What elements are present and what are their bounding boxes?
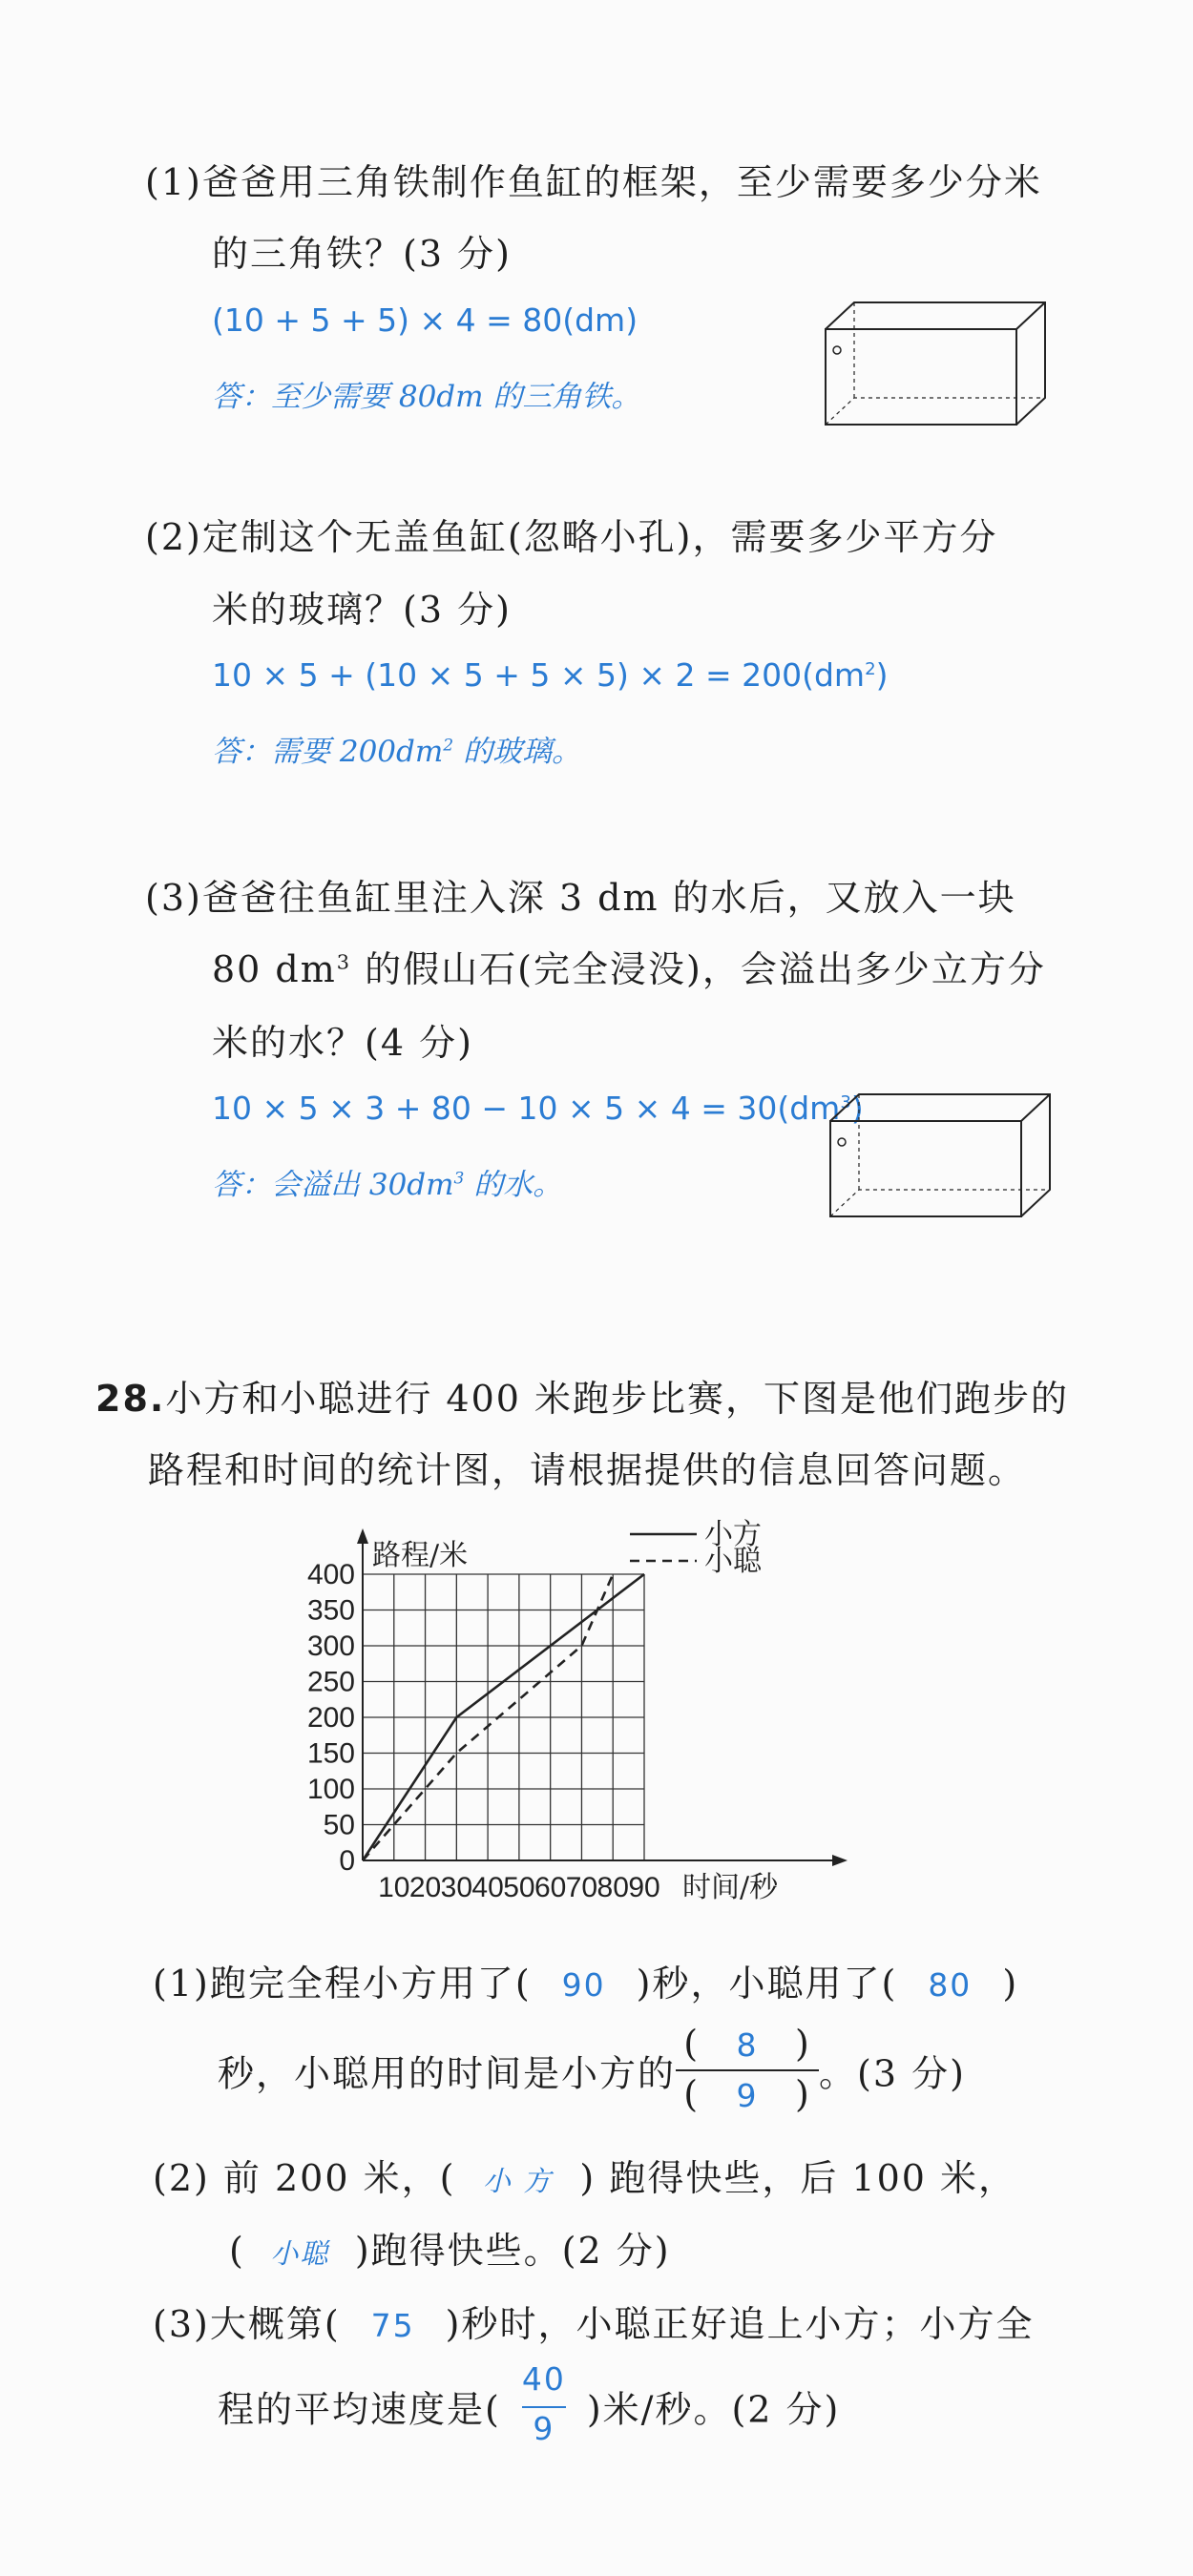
x-tick-label: 50	[503, 1872, 535, 1903]
x-tick-label: 20	[408, 1872, 442, 1903]
q27-p3-line1: (3)爸爸往鱼缸里注入深 3 dm 的水后，又放入一块	[145, 877, 1016, 919]
x-axis-arrow	[832, 1855, 848, 1866]
q27-p3-line2: 80 $dm^3$ 的假山石(完全浸没)，会溢出多少立方分	[212, 948, 1046, 990]
q28-p2-blank2: 小聪	[270, 2237, 330, 2270]
q28-p1-fraction: $\frac{( 8 )}{( 9 )}$	[676, 2023, 819, 2118]
x-axis-label: 时间/秒	[682, 1871, 779, 1904]
q28-p3-blank1: 75	[370, 2307, 415, 2344]
q28-p3-frac-den: 9	[533, 2410, 555, 2447]
y-tick-label: 250	[306, 1666, 355, 1698]
x-tick-label: 70	[565, 1872, 598, 1903]
q27-p2-line2: 米的玻璃？(3 分)	[212, 589, 512, 631]
q27-p3-answer: 答：会溢出 $30dm^3$ 的水。	[212, 1168, 563, 1202]
q28-p1-line1: (1)跑完全程小方用了( 90 )秒，小聪用了( 80 )	[153, 1963, 1019, 2005]
legend-label: 小方	[704, 1518, 762, 1551]
q28-p3-line1: (3)大概第( 75 )秒时，小聪正好追上小方；小方全	[153, 2303, 1035, 2345]
x-tick-label: 60	[534, 1872, 567, 1903]
x-tick-label: 80	[596, 1872, 629, 1903]
fraction-bar	[676, 2069, 819, 2071]
y-tick-label: 0	[339, 1845, 355, 1877]
q28-p3-frac-num: 40	[521, 2360, 566, 2398]
q27-p1-work: (10 + 5 + 5) × 4 = 80(dm)	[212, 301, 638, 339]
x-tick-label: 90	[628, 1872, 660, 1903]
y-tick-label: 50	[323, 1809, 355, 1841]
q28-p1-frac-num: 8	[736, 2026, 759, 2064]
q28-p1-frac-den: 9	[736, 2077, 759, 2114]
q28-p3-line2: 程的平均速度是( $\frac{40}{9}$ )米/秒。(2 分)	[218, 2358, 840, 2454]
q28-p3-fraction	[501, 2358, 587, 2454]
q28-p2-line1: (2) 前 200 米，( 小 方 ) 跑得快些，后 100 米，	[153, 2157, 1017, 2199]
q28-stem-line1: 28.小方和小聪进行 400 米跑步比赛，下图是他们跑步的	[95, 1378, 1070, 1420]
fraction-bar	[522, 2406, 566, 2408]
q27-p3-work: $10 \times 5 \times 3 + 80 - 10 \times 5 \times 4 = 30(dm^3)$	[212, 1090, 864, 1127]
fish-tank-figure-2	[821, 1083, 1059, 1226]
y-tick-label: 300	[306, 1631, 355, 1662]
fish-tank-figure-1	[816, 291, 1055, 434]
y-tick-label: 350	[306, 1594, 355, 1627]
legend-label: 小聪	[704, 1545, 762, 1578]
y-tick-label: 400	[306, 1559, 355, 1590]
x-tick-label: 10	[378, 1872, 410, 1903]
q27-p2-work: $10 \times 5 + (10 \times 5 + 5 \times 5) \times 2 = 200(dm^2)$	[212, 656, 889, 694]
y-tick-label: 200	[306, 1702, 355, 1734]
q28-p1-blank2: 80	[928, 1966, 973, 2004]
q28-p1-line2: 秒，小聪用的时间是小方的 $\frac{( 8 )}{( 9 )}$ 。(3 分)	[218, 2023, 966, 2118]
q28-p2-blank1: 小 方	[482, 2165, 554, 2197]
q27-p3-line3: 米的水？(4 分)	[212, 1022, 473, 1064]
distance-time-chart	[277, 1507, 926, 1937]
q28-p2-line2: ( 小聪 )跑得快些。(2 分)	[229, 2230, 671, 2272]
y-tick-label: 150	[306, 1737, 355, 1770]
x-tick-label: 30	[440, 1872, 473, 1903]
q27-p1-line2: 的三角铁？(3 分)	[212, 233, 512, 275]
q27-p1-line1: (1)爸爸用三角铁制作鱼缸的框架，至少需要多少分米	[145, 161, 1042, 203]
x-tick-label: 40	[471, 1872, 504, 1903]
q27-p2-line1: (2)定制这个无盖鱼缸(忽略小孔)，需要多少平方分	[145, 516, 998, 558]
q28-number: 28.	[95, 1378, 166, 1420]
y-axis-arrow	[357, 1528, 368, 1544]
y-tick-label: 100	[306, 1774, 355, 1805]
y-axis-label: 路程/米	[372, 1539, 469, 1572]
q27-p2-answer: 答：需要 $200dm^2$ 的玻璃。	[212, 735, 581, 769]
q28-stem-line2: 路程和时间的统计图，请根据提供的信息回答问题。	[148, 1449, 1027, 1491]
q27-p1-answer: 答：至少需要 80dm 的三角铁。	[212, 380, 641, 414]
q28-p1-blank1: 90	[561, 1966, 606, 2004]
